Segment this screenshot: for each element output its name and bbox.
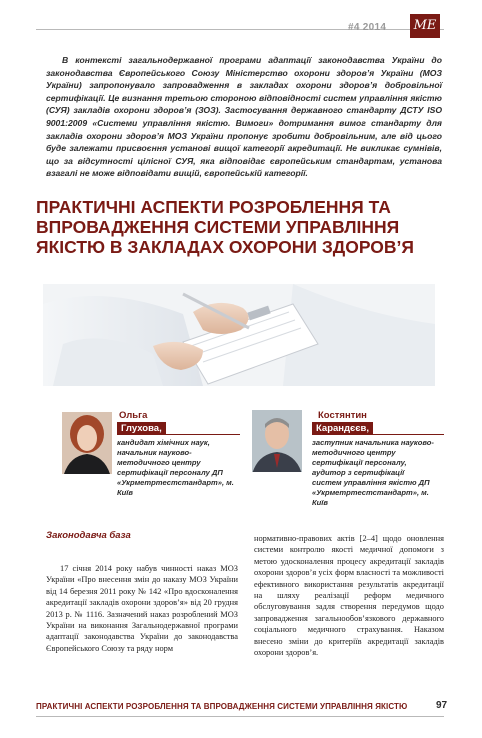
- author-last-name: Карандєєв,: [312, 422, 373, 435]
- body-column-right: нормативно-правових актів [2–4] щодо оновлення системи контролю якості медичної допомоги з метою удосконалення процесу акредитації закладів охорони здоров’я усіх форм власності та можливості ефективного використання результатів акредитації на шляху реалізації реформ медичного обслуговування задля створення передумов щодо запровадження загальнообов’язкового державного соціального медичного страхування. Наказом внесено зміни до критеріїв акредитації закладів охорони здоров’я.: [254, 534, 444, 658]
- author-photo-karandeev: [252, 410, 302, 472]
- article-title: ПРАКТИЧНІ АСПЕКТИ РОЗРОБЛЕННЯ ТА ВПРОВАДЖЕННЯ СИСТЕМИ УПРАВЛІННЯ ЯКІСТЮ В ЗАКЛАДАХ ОХОРОНИ ЗДОРОВ’Я: [36, 197, 414, 257]
- page-number: 97: [436, 700, 448, 711]
- issue-number: #4 2014: [348, 22, 387, 33]
- author-photo-gluhova: [62, 412, 112, 474]
- author-last-name: Глухова,: [117, 422, 166, 435]
- footer-rule: [36, 716, 444, 717]
- running-title: ПРАКТИЧНІ АСПЕКТИ РОЗРОБЛЕННЯ ТА ВПРОВАДЖЕННЯ СИСТЕМИ УПРАВЛІННЯ ЯКІСТЮ: [36, 702, 408, 711]
- author-rule: [372, 434, 444, 435]
- clipboard-illustration: [43, 284, 435, 386]
- author-description: кандидат хімічних наук, начальник науково-методичного центру сертифікації персоналу ДП «Укрметртестстандарт», м. Київ: [117, 438, 234, 497]
- intro-paragraph: В контексті загальнодержавної програми адаптації законодавства України до законодавства Європейського Союзу Міністерство охорони здоров’я України (МОЗ України) запропонувало запровадження в закладах охорони здоров’я добровільної сертифікації. Це визнання третьою стороною відповідності систем управління якістю (СУЯ) закладів охорони здоров’я (ЗОЗ). Застосування державного стандарту ДСТУ ISO 9001:2009 «Системи управління якістю. Вимоги» дотримання вимог стандарту для закладів охорони здоров’я МОЗ України пропонує зробити добровільним, але від цього буде залежати присвоєння установі вищої категорії акредитації. Не викликає сумнівів, що за відсутності цілісної СУЯ, яка відповідає європейським стандартам, установа взагалі не може відповідати вищій, європейській категорії.: [46, 55, 442, 179]
- author-rule: [160, 434, 240, 435]
- portrait-man: [252, 410, 302, 472]
- header-photo: [43, 284, 435, 386]
- portrait-woman: [62, 412, 112, 474]
- author-first-name: Ольга: [119, 410, 148, 421]
- author-first-name: Костянтин: [318, 410, 367, 421]
- magazine-logo: МЕ: [410, 14, 440, 38]
- author-description: заступник начальника науково-методичного центру сертифікації персоналу, аудитор з сертифікації систем управління якістю ДП «Укрметртестстандарт», м. Київ: [312, 438, 434, 507]
- body-column-left: 17 січня 2014 року набув чинності наказ МОЗ України «Про внесення змін до наказу МОЗ України від 14 березня 2011 року № 142 «Про вдосконалення акредитації закладів охорони здоров’я» від 20 грудня 2013 р. № 1116. Зазначений наказ розроблений МОЗ України на виконання Загальнодержавної програми адаптації законодавства України до законодавства Європейського Союзу та ряду норм: [46, 564, 238, 653]
- section-heading: Законодавча база: [46, 530, 131, 541]
